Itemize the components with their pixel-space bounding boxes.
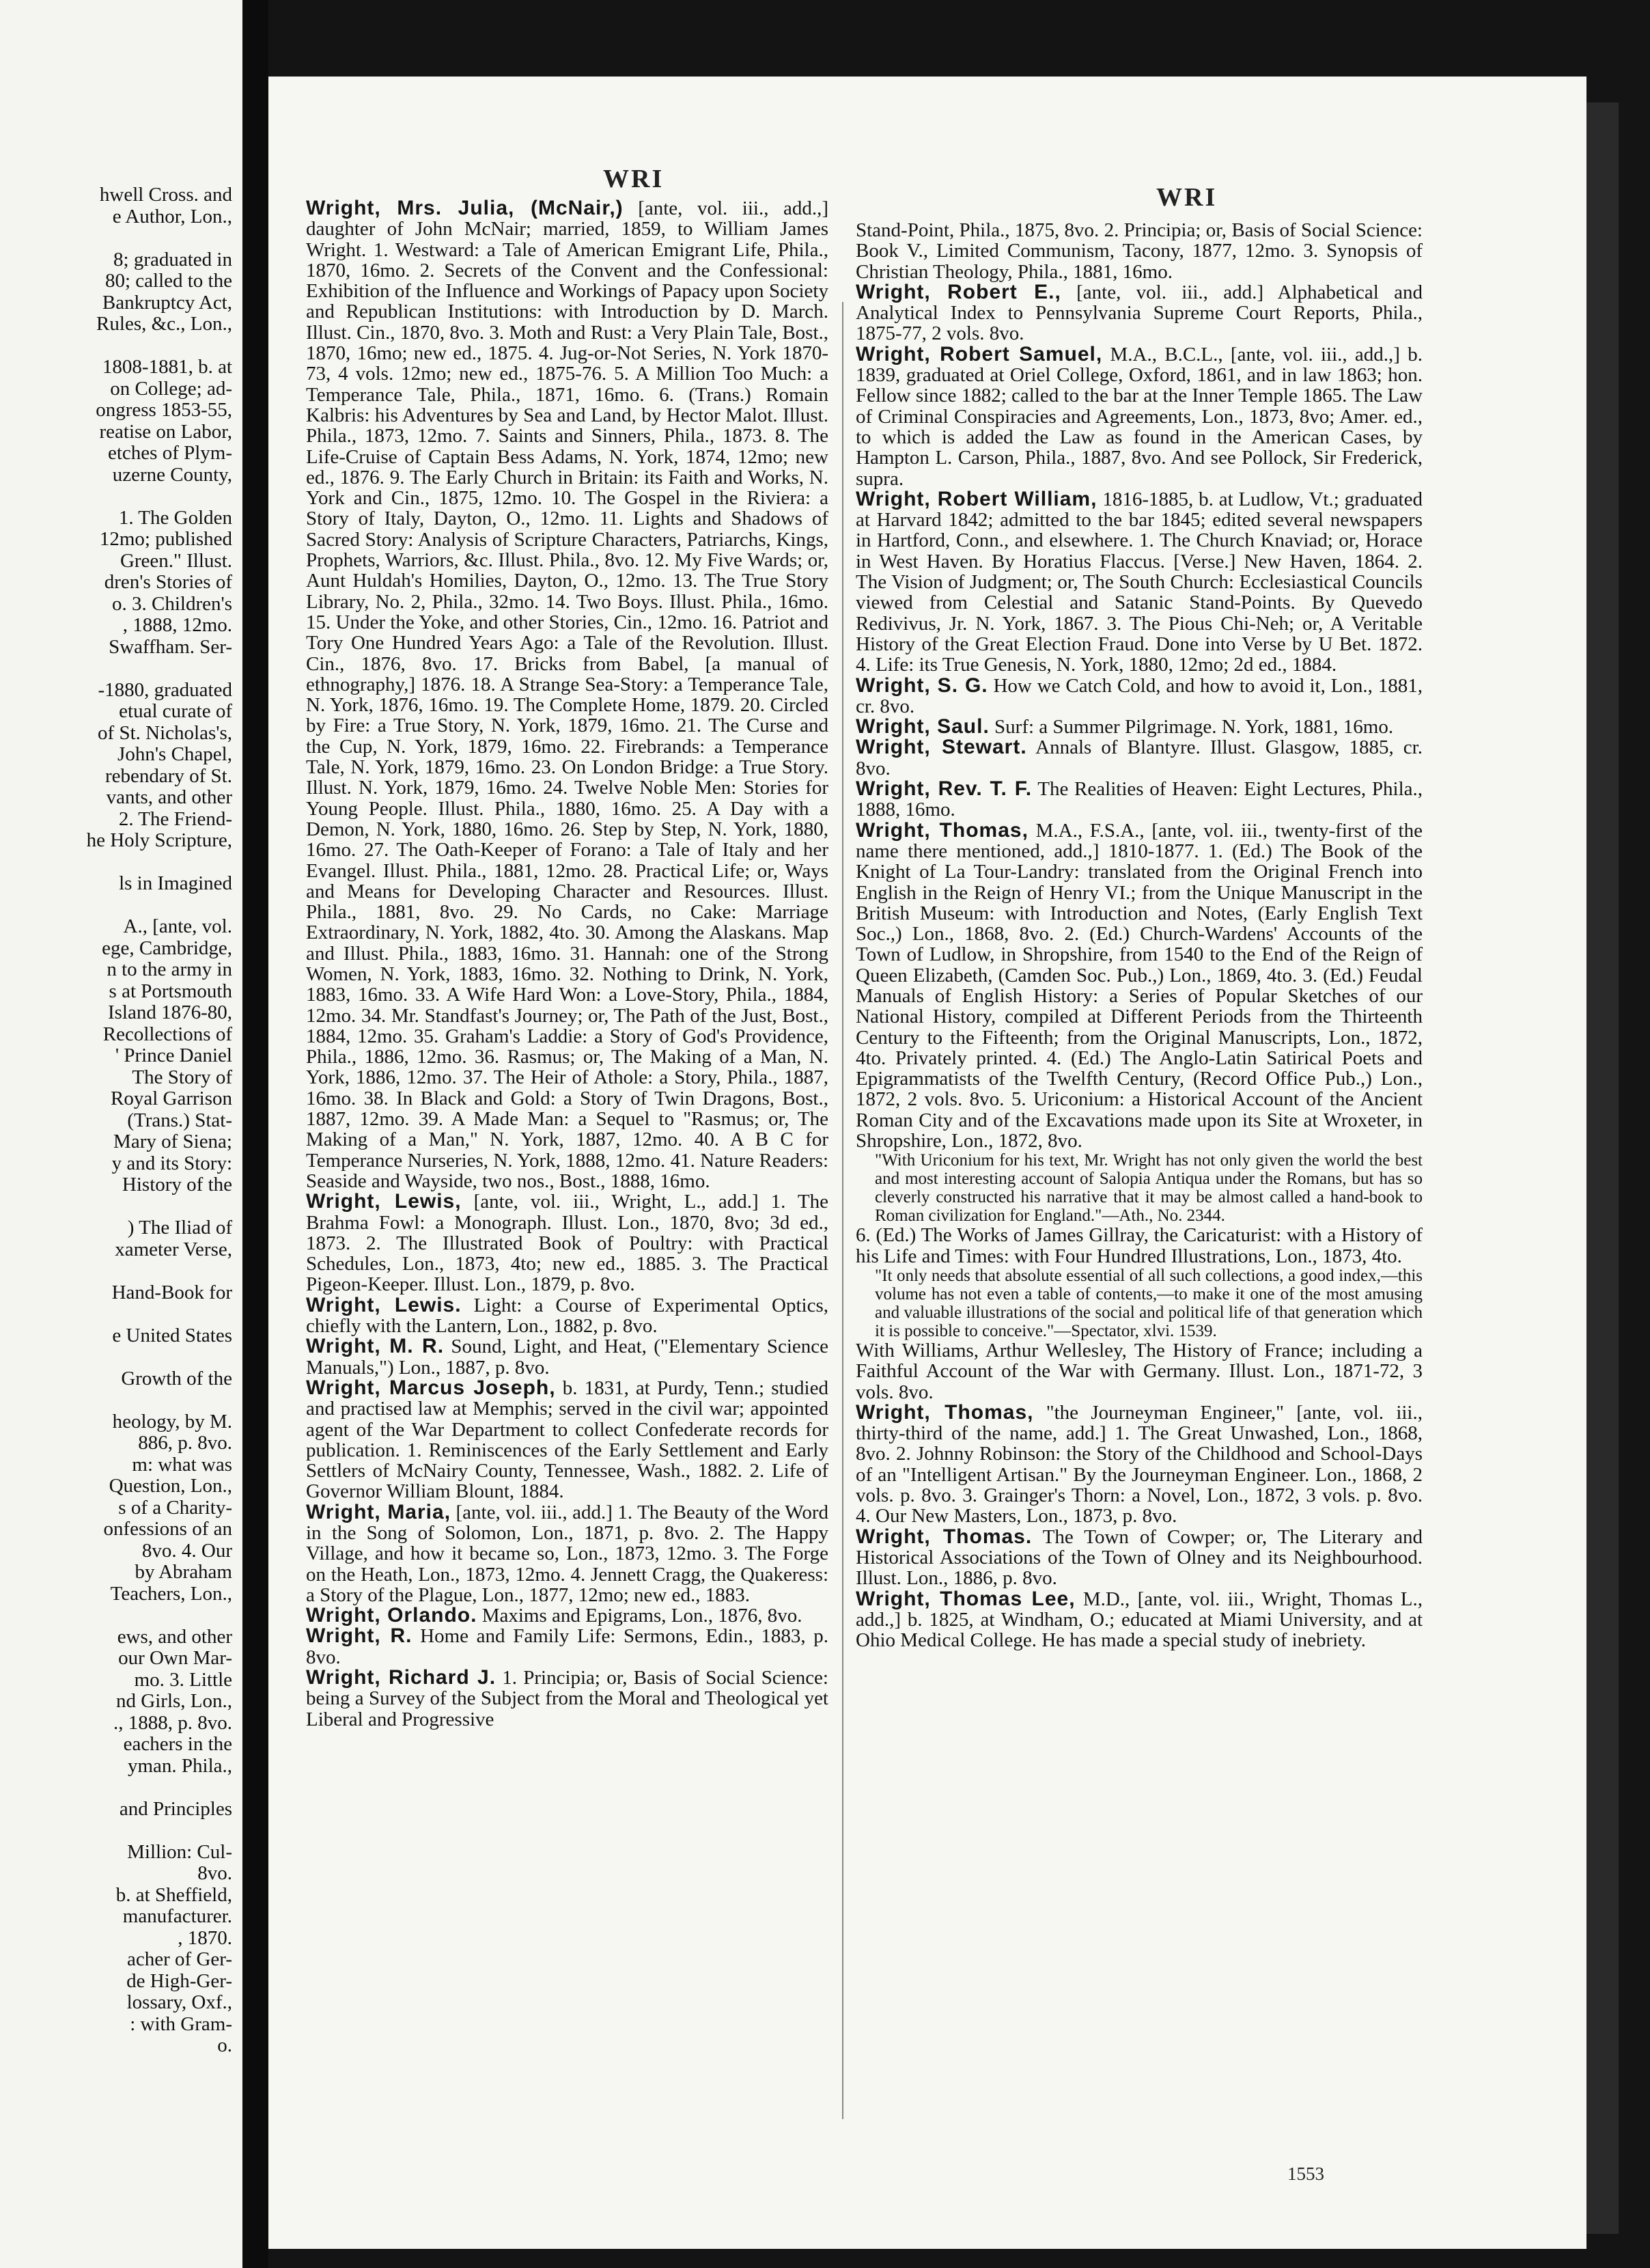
left-page-line: Swaffham. Ser- [109,635,232,658]
book-gutter [242,0,268,2268]
entry-body: Home and Family Life: Sermons, Edin., 1883, p. 8vo. [306,1625,829,1668]
entry-body: Sound, Light, and Heat, ("Elementary Science Manuals,") Lon., 1887, p. 8vo. [306,1336,828,1379]
left-page-line: etches of Plym- [107,442,232,464]
entry-body: Annals of Blantyre. Illust. Glasgow, 1885, cr. 8vo. [856,736,1423,779]
left-page-line: o. [217,2034,232,2056]
bibliography-entry [856,717,1423,737]
left-page-line: Mary of Siena; [113,1131,232,1152]
left-page-line: s of a Charity- [118,1496,232,1519]
entry-body: [ante, vol. iii., Wright, L., add.] 1. The Brahma Fowl: a Monograph. Illust. Lon., 1870, 8vo; 3d ed., 1873. 2. The Illustrated Book of Poultry: with Practical Schedules, Lon., 1873, 4to; new ed., 1885. 3. The Practical Pigeon-Keeper. Illust. Lon., 1879, p. 8vo. [306,1191,828,1296]
bibliography-entry [856,220,1423,282]
bibliography-entry [306,1668,828,1730]
left-page-line: 8vo. 4. Our [141,1539,232,1562]
entry-author-heading: Wright, Robert William, [856,487,1097,510]
left-page-line: mo. 3. Little [134,1668,232,1691]
left-page-line: lossary, Oxf., [126,1991,232,2013]
left-page-line: 1808-1881, b. at [102,356,232,378]
left-page-line: e Author, Lon., [112,205,232,227]
running-head-right: WRI [1156,183,1218,212]
bibliography-entry [856,1589,1423,1651]
bibliography-entry [306,1336,828,1378]
entry-body: 1816-1885, b. at Ludlow, Vt.; graduated at Harvard 1842; admitted to the bar 1845; edited several newspapers in Hartford, Conn., and elsewhere. 1. The Church Knaviad; or, Horace in West Haven. By Horatius Flaccus. [Verse.] New Haven, 1864. 2. The Vision of Judgment; or, The South Church: Ecclesiastical Councils viewed from Celestial and Satanic Stand-Points. By Quevedo Redivivus, Jr. N. York, 1867. 3. The Pious Chi-Neh; or, A Veritable History of the Great Election Fraud. Done into Verse by U Bet. 1872. 4. Life: its True Genesis, N. York, 1880, 12mo; 2d ed., 1884. [856,488,1423,676]
left-page-line: e United States [112,1324,232,1346]
entry-body: The Town of Cowper; or, The Literary and Historical Associations of the Town of Olney and its Neighbourhood. Illust. Lon., 1886, p. 8vo. [856,1525,1423,1590]
entry-column-left [306,198,828,1730]
left-page-line: Royal Garrison [111,1088,232,1109]
left-page-line: 8; graduated in [113,248,232,271]
bibliography-entry [306,198,828,1191]
entry-body: 1. Principia; or, Basis of Social Science: being a Survey of the Subject from the Moral and Theological yet Liberal and Progressive [306,1667,828,1730]
left-page-line: 80; called to the [104,270,232,292]
left-page-line: 8vo. [197,1862,232,1884]
left-page-line: by Abraham [135,1561,232,1583]
left-page-line: ews, and other [117,1625,232,1648]
entry-author-heading: Wright, Thomas, [856,1400,1034,1424]
adjacent-left-page [0,0,242,2268]
bibliography-entry [856,820,1423,1152]
left-page-line: on College; ad- [110,377,232,400]
entry-body: b. 1831, at Purdy, Tenn.; studied and practised law at Memphis; served in the civil war; appointed agent of the War Department to collect Confederate records for publication. 1. Reminiscences of the Early Settlement and Early Settlers of McNairy County, Tennessee, Wash., 1882. 2. Life of Governor William Blount, 1884. [306,1377,828,1503]
left-page-line: The Story of [132,1066,232,1088]
left-page-line: 886, p. 8vo. [138,1432,232,1454]
left-page-line: Teachers, Lon., [110,1582,232,1605]
left-page-line: 2. The Friend- [118,807,232,830]
entry-author-heading: Wright, Rev. T. F. [856,777,1033,801]
bibliography-entry [856,1402,1423,1527]
left-page-line: hwell Cross. and [99,184,232,206]
entry-body: [ante, vol. iii., add.,] daughter of John McNair; married, 1859, to William James Wright. 1. Westward: a Tale of American Emigrant Life, Phila., 1870, 16mo. 2. Secrets of the Convent and the Confessional: Exhibition of the Influence and Workings of Papacy upon Society and Republican Institutions: with Introduction by D. March. Illust. Cin., 1870, 8vo. 3. Moth and Rust: a Very Plain Tale, Bost., 1870, 16mo; new ed., 1875. 4. Jug-or-Not Series, N. York 1870-73, 4 vols. 12mo; new ed., 1875-76. 5. A Million Too Much: a Temperance Tale, Phila., 1871, 16mo. 6. (Trans.) Romain Kalbris: his Adventures by Sea and Land, by Hector Malot. Illust. Phila., 1873, 12mo. 7. Saints and Sinners, Phila., 1873. 8. The Life-Cruise of Captain Bess Adams, N. York, 1874, 12mo; new ed., 1876. 9. The Early Church in Britain: its Faith and Works, N. York and Cin., 1875, 12mo. 10. The Gospel in the Riviera: a Story of Italy, Dayton, O., 12mo. 11. Lights and Shadows of Sacred Story: Analysis of Scripture Characters, Patriarchs, Kings, Prophets, Warriors, &c. Illust. Phila., 8vo. 12. My Five Wards; or, Aunt Huldah's Homilies, Dayton, O., 12mo. 13. The True Story Library, No. 2, Phila., 32mo. 14. Two Boys. Illust. Phila., 16mo. 15. Under the Yoke, and other Stories, Cin., 12mo. 16. Patriot and Tory One Hundred Years Ago: a Tale of the Revolution. Illust. Cin., 1876, 8vo. 17. Bricks from Babel, [a manual of ethnography,] 1876. 18. A Strange Sea-Story: a Temperance Tale, N. York, 1876, 16mo. 19. The Complete Home, 1879. 20. Circled by Fire: a True Story, N. York, 1879, 16mo. 21. The Curse and the Cup, N. York, 1879, 16mo. 22. Firebrands: a Temperance Tale, N. York, 1879, 16mo. 23. On London Bridge: a True Story. Illust. N. York, 1879, 16mo. 24. Twelve Noble Men: Stories for Young People. Illust. Phila., 1880, 16mo. 25. A Day with a Demon, N. York, 1880, 16mo. 26. Step by Step, N. York, 1880, 16mo. 27. The Oath-Keeper of Forano: a Tale of Italy and her Evangel. Illust. Phila., 1881, 12mo. 28. Practical Life; or, Ways and Means for Developing Character and Resources. Illust. Phila., 1881, 8vo. 29. No Cards, no Cake: Marriage Extraordinary, N. York, 1882, 4to. 30. Among the Alaskans. Map and Illust. Phila., 1883, 16mo. 31. Hannah: one of the Strong Women, N. York, 1883, 16mo. 32. Nothing to Drink, N. York, 1883, 16mo. 33. A Wife Hard Won: a Love-Story, Phila., 1884, 12mo. 34. Mr. Standfast's Journey; or, The Path of the Just, Bost., 1884, 12mo. 35. Graham's Laddie: a Story of God's Providence, Phila., 1886, 12mo. 36. Rasmus; or, The Making of a Man, N. York, 1886, 12mo. 37. The Heir of Athole: a Story, Phila., 1887, 16mo. 38. In Black and Gold: a Story of Twin Dragons, Bost., 1887, 12mo. 39. A Made Man: a Sequel to "Rasmus; or, The Making of a Man," N. York, 1887, 12mo. 40. A B C for Temperance Nurseries, N. York, 1888, 12mo. 41. Nature Readers: Seaside and Wayside, two nos., Bost., 1888, 16mo. [306,197,829,1192]
entry-author-heading: Wright, Marcus Joseph, [306,1376,556,1399]
left-page-line: Question, Lon., [109,1475,232,1497]
entry-author-heading: Wright, Saul. [856,715,990,738]
left-page-line: nd Girls, Lon., [116,1690,232,1712]
left-page-line: , 1888, 12mo. [122,614,232,636]
left-page-line: manufacturer. [122,1905,232,1927]
entry-body: "the Journeyman Engineer," [ante, vol. iii., thirty-third of the name, add.] 1. The Great Unwashed, Lon., 1868, 8vo. 2. Johnny Robinson: the Story of the Childhood and School-Days of an "Intelligent Artisan." By the Journeyman Engineer. Lon., 1868, 2 vols. p. 8vo. 3. Grainger's Thorn: a Novel, Lon., 1872, 3 vols. p. 8vo. 4. Our New Masters, Lon., 1873, p. 8vo. [856,1401,1423,1527]
left-page-line: acher of Ger- [127,1948,232,1970]
entry-body: M.A., F.S.A., [ante, vol. iii., twenty-first of the name there mentioned, add.,] 1810-1877. 1. (Ed.) The Book of the Knight of La Tour-Landry: translated from the Original French into English in the Reign of Henry VI.; from the Unique Manuscript in the British Museum: with Introduction and Notes, (Early English Text Soc.,) Lon., 1868, 8vo. 2. (Ed.) Church-Wardens' Accounts of the Town of Ludlow, in Shropshire, from 1540 to the End of the Reign of Queen Elizabeth, (Camden Soc. Pub.,) Lon., 1869, 4to. 3. (Ed.) Feudal Manuals of English History: a Series of Popular Sketches of our National History, compiled at Different Periods from the Thirteenth Century to the Fifteenth; from the Original Manuscripts, Lon., 1872, 4to. Privately printed. 4. (Ed.) The Anglo-Latin Satirical Poets and Epigrammatists of the Twelfth Century, (Record Office Pub.,) Lon., 1872, 2 vols. 8vo. 5. Uriconium: a Historical Account of the Ancient Roman City and of the Excavations made upon its Site at Wroxeter, in Shropshire, Lon., 1872, 8vo. [856,819,1423,1152]
entry-body: [ante, vol. iii., add.] Alphabetical and Analytical Index to Pennsylvania Supreme Court Reports, Phila., 1875-77, 2 vols. 8vo. [856,281,1423,345]
left-page-line: s at Portsmouth [109,980,232,1002]
entry-body: The Realities of Heaven: Eight Lectures, Phila., 1888, 16mo. [856,778,1423,821]
bibliography-entry [856,282,1423,344]
entry-author-heading: Wright, Stewart. [856,736,1027,759]
left-page-line: y and its Story: [111,1152,232,1174]
left-page-line: o. 3. Children's [112,592,232,615]
left-page-line: our Own Mar- [118,1647,232,1669]
running-head-left: WRI [603,165,665,193]
left-page-line: John's Chapel, [117,743,232,765]
bibliography-entry [306,1295,828,1337]
left-page-line: (Trans.) Stat- [127,1109,232,1131]
entry-author-heading: Wright, R. [306,1624,412,1648]
bibliography-entry [856,1225,1423,1267]
left-page-line: History of the [122,1174,232,1195]
bibliography-entry [306,1605,828,1626]
column-rule [842,302,843,2119]
bibliography-entry [306,1626,828,1668]
left-page-line: Island 1876-80, [107,1001,232,1023]
left-page-line: : with Gram- [130,2013,232,2035]
left-page-line: dren's Stories of [104,571,232,593]
entry-body: Light: a Course of Experimental Optics, chiefly with the Lantern, Lon., 1882, p. 8vo. [306,1294,828,1338]
bibliography-entry [856,344,1423,489]
entry-author-heading: Wright, Thomas, [856,818,1029,842]
left-page-line: Bankruptcy Act, [102,291,232,314]
entry-author-heading: Wright, Lewis, [306,1190,462,1213]
bibliography-entry [856,1340,1423,1402]
review-quote: "It only needs that absolute essential of all such collections, a good index,—this volume has not even a table of contents,—to make it one of the most amusing and valuable illustrations of the social and political life of that generation which it is possible to conceive."—Spectator, xlvi. 1539. [875,1266,1423,1340]
page-number: 1553 [1287,2163,1324,2184]
bibliography-entry [856,676,1423,717]
entry-author-heading: Wright, Mrs. Julia, (McNair,) [306,197,624,219]
bibliography-entry [856,779,1423,820]
entry-body: 6. (Ed.) The Works of James Gillray, the Caricaturist: with a History of his Life and Times: with Four Hundred Illustrations, Lon., 1873, 4to. [856,1224,1423,1267]
entry-author-heading: Wright, Maria, [306,1500,451,1523]
entry-body: With Williams, Arthur Wellesley, The History of France; including a Faithful Account of the War with Germany. Illust. Lon., 1871-72, 3 vols. 8vo. [856,1339,1423,1403]
entry-author-heading: Wright, Orlando. [306,1604,477,1627]
left-page-line: rebendary of St. [104,764,232,787]
bibliography-entry [306,1502,828,1605]
left-page-line: m: what was [132,1453,232,1476]
left-page-line: vants, and other [106,786,232,808]
bibliography-entry [856,489,1423,676]
bibliography-entry [856,737,1423,779]
left-page-line: Hand-Book for [111,1281,232,1303]
entry-body: M.A., B.C.L., [ante, vol. iii., add.,] b. 1839, graduated at Oriel College, Oxford, 1861, and in law 1863; hon. Fellow since 1882; called to the bar at the Inner Temple 1865. The Law of Criminal Conspiracies and Agreements, Lon., 1873, 8vo; Amer. ed., to which is added the Law as found in the American Cases, by Hampton L. Carson, Phila., 1887, 8vo. And see Pollock, Sir Frederick, supra. [856,343,1423,490]
bibliography-entry [856,1527,1423,1589]
left-page-line: Rules, &c., Lon., [96,313,232,335]
left-page-line: reatise on Labor, [99,420,232,443]
left-page-line: ls in Imagined [119,872,232,894]
review-quote: "With Uriconium for his text, Mr. Wright has not only given the world the best and most interesting account of Salopia Antiqua under the Romans, but has so cleverly constructed his narrative that it may be almost called a hand-book to Roman civilization for England."—Ath., No. 2344. [875,1151,1423,1226]
left-page-line: uzerne County, [112,463,232,486]
left-page-line: yman. Phila., [127,1754,232,1777]
left-page-line: heology, by M. [112,1410,232,1433]
bibliography-entry [306,1378,828,1502]
entry-author-heading: Wright, Lewis. [306,1293,462,1316]
entry-author-heading: Wright, S. G. [856,674,988,697]
left-page-line: , 1870. [178,1926,232,1949]
entry-author-heading: Wright, Robert Samuel, [856,342,1103,365]
left-page-line: n to the army in [107,958,232,980]
left-page-line: onfessions of an [103,1518,232,1540]
bibliography-entry [306,1191,828,1295]
entry-column-right [856,220,1423,1650]
dictionary-page [268,77,1586,2249]
left-page-line: Growth of the [121,1367,232,1389]
entry-body: [ante, vol. iii., add.] 1. The Beauty of the Word in the Song of Solomon, Lon., 1871, p. 8vo. 2. The Happy Village, and how it became so, Lon., 1873, 12mo. 3. The Forge on the Heath, Lon., 1873, 12mo. 4. Jennett Cragg, the Quakeress: a Story of the Plague, Lon., 1877, 12mo; new ed., 1883. [306,1501,828,1606]
left-page-line: 12mo; published [99,528,232,550]
left-page-line: xameter Verse, [115,1238,232,1260]
left-page-line: ege, Cambridge, [102,937,232,959]
entry-author-heading: Wright, M. R. [306,1335,445,1358]
left-page-line: b. at Sheffield, [115,1883,232,1906]
entry-body: How we Catch Cold, and how to avoid it, Lon., 1881, cr. 8vo. [856,674,1423,717]
left-page-line: Million: Cul- [127,1840,232,1863]
left-page-line: he Holy Scripture, [86,829,232,851]
left-page-line: ., 1888, p. 8vo. [113,1711,232,1734]
entry-body: M.D., [ante, vol. iii., Wright, Thomas L., add.,] b. 1825, at Windham, O.; educated at Miami University, and at Ohio Medical College. He has made a special study of inebriety. [856,1588,1423,1652]
left-page-line: -1880, graduated [98,678,232,701]
entry-author-heading: Wright, Richard J. [306,1666,497,1689]
left-page-line: Recollections of [102,1023,232,1045]
left-page-line: de High-Ger- [126,1969,232,1992]
left-page-line: ' Prince Daniel [115,1045,232,1066]
entry-author-heading: Wright, Thomas Lee, [856,1587,1076,1610]
left-page-line: ongress 1853-55, [96,399,232,421]
left-page-line: A., [ante, vol. [123,915,232,937]
entry-body: Maxims and Epigrams, Lon., 1876, 8vo. [477,1605,802,1627]
entry-body: Stand-Point, Phila., 1875, 8vo. 2. Principia; or, Basis of Social Science: Book V., Limited Communism, Tacony, 1877, 12mo. 3. Synopsis of Christian Theology, Phila., 1881, 16mo. [856,219,1423,283]
entry-author-heading: Wright, Thomas. [856,1525,1033,1548]
entry-author-heading: Wright, Robert E., [856,280,1061,303]
left-page-line: of St. Nicholas's, [98,721,232,744]
left-page-line: eachers in the [123,1733,232,1755]
left-page-line: and Principles [119,1797,232,1820]
left-page-line: 1. The Golden [118,506,232,529]
left-page-line: Green." Illust. [120,549,232,572]
entry-body: Surf: a Summer Pilgrimage. N. York, 1881, 16mo. [989,716,1394,738]
left-page-line: ) The Iliad of [127,1217,232,1239]
left-page-line: etual curate of [119,700,232,722]
